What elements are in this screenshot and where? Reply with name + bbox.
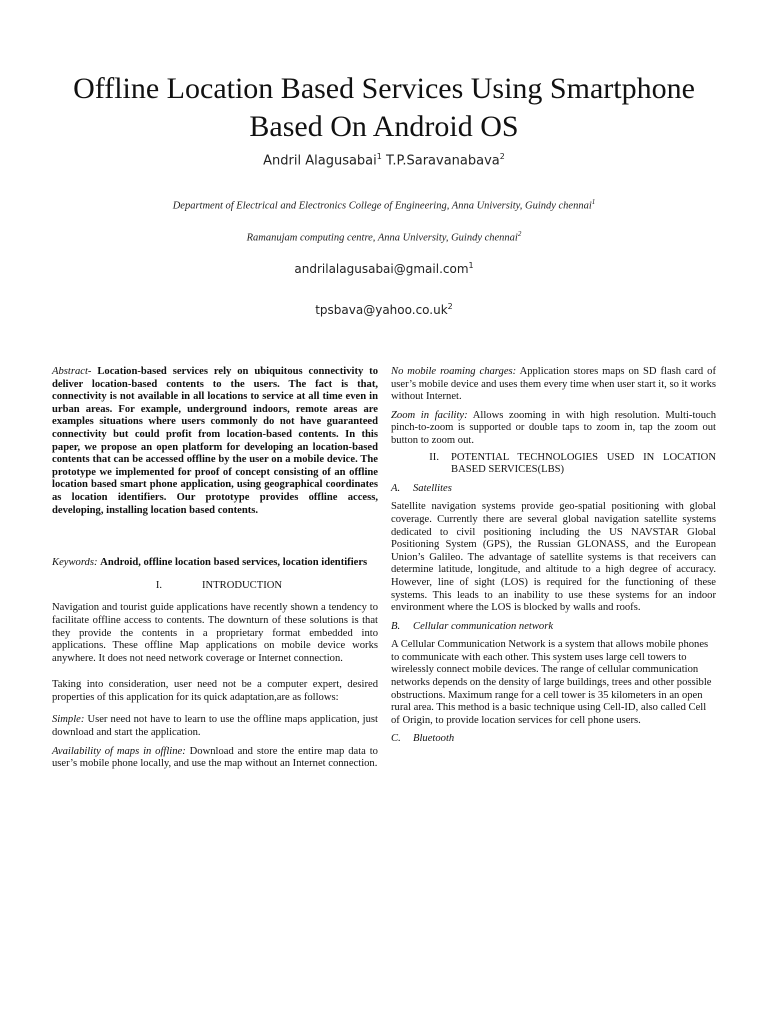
zoom-label: Zoom in facility: [391, 409, 468, 421]
subsection-b-number: B. [391, 620, 401, 632]
availability-text: Download and store the entire map data to user’s mobile phone locally, and use the map without an Internet connection. [52, 745, 378, 770]
section-2-number: II. [429, 451, 439, 463]
keywords-label: Keywords: [52, 557, 98, 569]
satellites-paragraph: Satellite navigation systems provide geo-spatial positioning with global coverage. Currently there are several global navigation satellite systems dedicated to civil positioning including the US NAVSTAR Global Positioning System (GPS), the Russian GLONASS, and the European Union’s Galileo. The advantage of satellite systems is that receivers can determine latitude, longitude, and altitude to a high degree of accuracy. However, line of sight (LOS) is required for the functioning of these systems. This leads to an inability to use these systems for an indoor environment where the LOS is blocked by walls and roofs. [391, 501, 716, 614]
subsection-b-heading [391, 621, 716, 634]
email-1 [0, 261, 768, 276]
affiliation-1 [40, 198, 728, 212]
abstract-text: Location-based services rely on ubiquitous connectivity to deliver location-based contents to the users. The fact is that, connectivity is not available in all locations to service at all time even in urban areas. For example, underground indoors, remote areas are examples situations where users commonly do not have guaranteed connectivity but could profit from location-based contents. In this paper, we propose an open platform for developing an location-based contents that can be accessed offline by the user on a mobile device. The prototype we implemented for proof of concept consisting of an offline location based smart phone application, using geographical coordinates as location identifiers. Our prototype provides offline access, developing, installing location based contents. [52, 366, 378, 516]
availability-label: Availability of maps in offline: [52, 745, 186, 757]
email-2-text: tpsbava@yahoo.co.uk [315, 303, 448, 317]
email-1-text: andrilalagusabai@gmail.com [294, 262, 469, 276]
right-column [391, 366, 716, 752]
paper-title: Offline Location Based Services Using Smartphone Based On Android OS [73, 72, 695, 143]
subsection-c-number: C. [391, 733, 401, 745]
affiliation-2 [40, 230, 728, 244]
author-1: Andril Alagusabai [263, 153, 377, 169]
section-2-title: POTENTIAL TECHNOLOGIES USED IN LOCATION BASED SERVICES(LBS) [451, 451, 716, 476]
email-2 [0, 302, 768, 317]
cellular-paragraph: A Cellular Communication Network is a system that allows mobile phones to communicate with each other. This system uses large cell towers to wirelessly connect mobile devices. The range of cellular communication networks depends on the density of large buildings, trees and other possible obstructions. Maximum range for a cell tower is 35 kilometers in an open rural area. This method is a basic technique using Cell-ID, also called Cell of Origin, to provide location services for cell phone users. [391, 639, 712, 726]
section-1-heading [52, 580, 378, 593]
availability-item [52, 746, 378, 771]
zoom-text: Allows zooming in with high resolution. Multi-touch pinch-to-zoom is supported or double taps to zoom in, tap the zoom out button to zoom out. [391, 409, 716, 446]
affiliation-2-sup: 2 [517, 230, 522, 238]
simple-item [52, 714, 378, 739]
intro-paragraph-2: Taking into consideration, user need not be a computer expert, desired properties of this application for its quick adaptation,are as follows: [52, 679, 378, 703]
affiliation-2-text: Ramanujam computing centre, Anna University, Guindy chennai [246, 232, 518, 244]
abstract [52, 366, 378, 517]
author-line [0, 152, 768, 168]
zoom-item [391, 410, 716, 448]
keywords-text: Android, offline location based services, location identifiers [100, 557, 368, 569]
left-column [52, 366, 378, 771]
author-1-sup: 1 [376, 152, 382, 161]
subsection-c-heading [391, 733, 716, 746]
subsection-b-title: Cellular communication network [413, 620, 554, 632]
section-2-heading [391, 452, 716, 477]
subsection-a-heading [391, 483, 716, 496]
subsection-c-title: Bluetooth [413, 733, 455, 745]
author-2-sup: 2 [499, 152, 505, 161]
subsection-a-title: Satellites [413, 482, 452, 494]
abstract-label: Abstract- [52, 366, 92, 377]
roaming-text: Application stores maps on SD flash card of user’s mobile device and uses them every time when user start it, so it works without Internet. [391, 366, 716, 403]
section-1-title: INTRODUCTION [202, 579, 283, 591]
simple-text: User need not have to learn to use the offline maps application, just download and start the application. [52, 714, 378, 739]
subsection-a-number: A. [391, 482, 401, 494]
email-1-sup: 1 [468, 261, 474, 270]
roaming-label: No mobile roaming charges: [391, 366, 517, 377]
affiliation-1-text: Department of Electrical and Electronics College of Engineering, Anna University, Guindy chennai [172, 200, 592, 212]
section-1-number: I. [155, 579, 162, 591]
keywords [52, 557, 378, 570]
intro-paragraph-1: Navigation and tourist guide applications have recently shown a tendency to facilitate offline access to contents. The downturn of these solutions is that they provide the contents in a proprietary format embedded into applications. These offline Map applications on mobile device works anywhere. It does not need network coverage or Internet connection. [52, 602, 378, 664]
affiliation-1-sup: 1 [591, 198, 596, 206]
simple-label: Simple: [52, 714, 85, 726]
email-2-sup: 2 [447, 302, 453, 311]
author-2: T.P.Saravanabava [386, 153, 500, 169]
roaming-item [391, 366, 716, 404]
